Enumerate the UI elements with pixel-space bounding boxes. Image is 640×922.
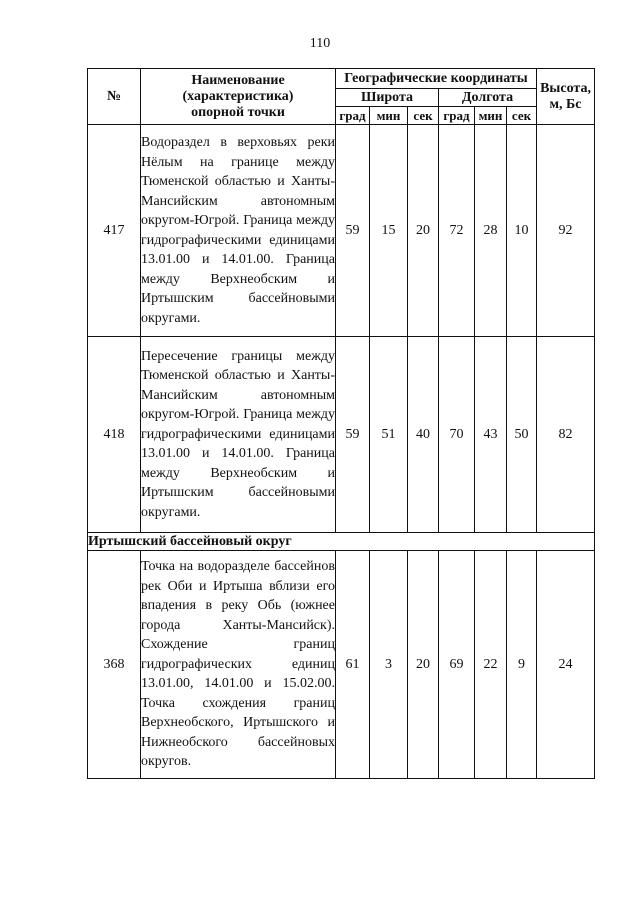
row-height: 24	[537, 551, 595, 779]
header-number: №	[88, 69, 141, 125]
row-description: Точка на водоразделе бассейнов рек Оби и Иртыша вблизи его впадения в реку Обь (южнее города Ханты-Мансийск). Схождение границ гидрографических единиц 13.01.00, 14.01.00 и 15.02.00. Точка схождения границ Верхнеобского, Иртышского и Нижнеобского бассейновых округов.	[141, 551, 336, 779]
table-row	[88, 337, 595, 533]
row-lon-min: 43	[475, 337, 507, 533]
row-number: 418	[88, 337, 141, 533]
table-row	[88, 551, 595, 779]
row-lat-deg: 59	[336, 337, 370, 533]
header-unit-lat-deg: град	[336, 107, 370, 125]
header-longitude: Долгота	[439, 89, 537, 107]
row-description: Водораздел в верховьях реки Нёлым на границе между Тюменской областью и Ханты-Мансийским автономным округом-Югрой. Граница между гидрографическими единицами 13.01.00 и 14.01.00. Граница между Верхнеобским и Иртышским бассейновыми округами.	[141, 125, 336, 337]
row-lon-sec: 9	[507, 551, 537, 779]
row-lon-sec: 10	[507, 125, 537, 337]
header-latitude: Широта	[336, 89, 439, 107]
header-name-line-3: опорной точки	[191, 104, 285, 120]
row-lat-min: 51	[370, 337, 408, 533]
header-name	[141, 69, 336, 125]
row-description: Пересечение границы между Тюменской областью и Ханты-Мансийским автономным округом-Югрой. Граница между гидрографическими единицами 13.01.00 и 14.01.00. Граница между Верхнеобским и Иртышским бассейновыми округами.	[141, 337, 336, 533]
header-height-line-1: Высота,	[540, 80, 591, 96]
row-lon-deg: 70	[439, 337, 475, 533]
row-lon-deg: 69	[439, 551, 475, 779]
row-number: 368	[88, 551, 141, 779]
row-lat-min: 15	[370, 125, 408, 337]
page-number: 110	[309, 36, 331, 51]
row-lon-min: 22	[475, 551, 507, 779]
row-number: 417	[88, 125, 141, 337]
row-lat-sec: 40	[408, 337, 439, 533]
header-unit-lon-deg: град	[439, 107, 475, 125]
row-lat-deg: 61	[336, 551, 370, 779]
row-lon-sec: 50	[507, 337, 537, 533]
row-lon-deg: 72	[439, 125, 475, 337]
header-unit-lon-sec: сек	[507, 107, 537, 125]
header-unit-lon-min: мин	[475, 107, 507, 125]
row-lat-min: 3	[370, 551, 408, 779]
header-name-line-2: (характеристика)	[182, 88, 294, 104]
table-row	[88, 125, 595, 337]
header-row-1	[88, 69, 595, 89]
row-height: 82	[537, 337, 595, 533]
header-name-line-1: Наименование	[191, 72, 285, 88]
header-geo-coordinates: Географические координаты	[336, 69, 537, 89]
section-title: Иртышский бассейновый округ	[88, 533, 595, 551]
header-height-line-2: м, Бс	[549, 96, 582, 112]
header-unit-lat-sec: сек	[408, 107, 439, 125]
row-height: 92	[537, 125, 595, 337]
header-unit-lat-min: мин	[370, 107, 408, 125]
header-height	[537, 69, 595, 125]
row-lat-deg: 59	[336, 125, 370, 337]
row-lat-sec: 20	[408, 125, 439, 337]
row-lon-min: 28	[475, 125, 507, 337]
row-lat-sec: 20	[408, 551, 439, 779]
section-row	[88, 533, 595, 551]
reference-points-table	[87, 68, 595, 779]
